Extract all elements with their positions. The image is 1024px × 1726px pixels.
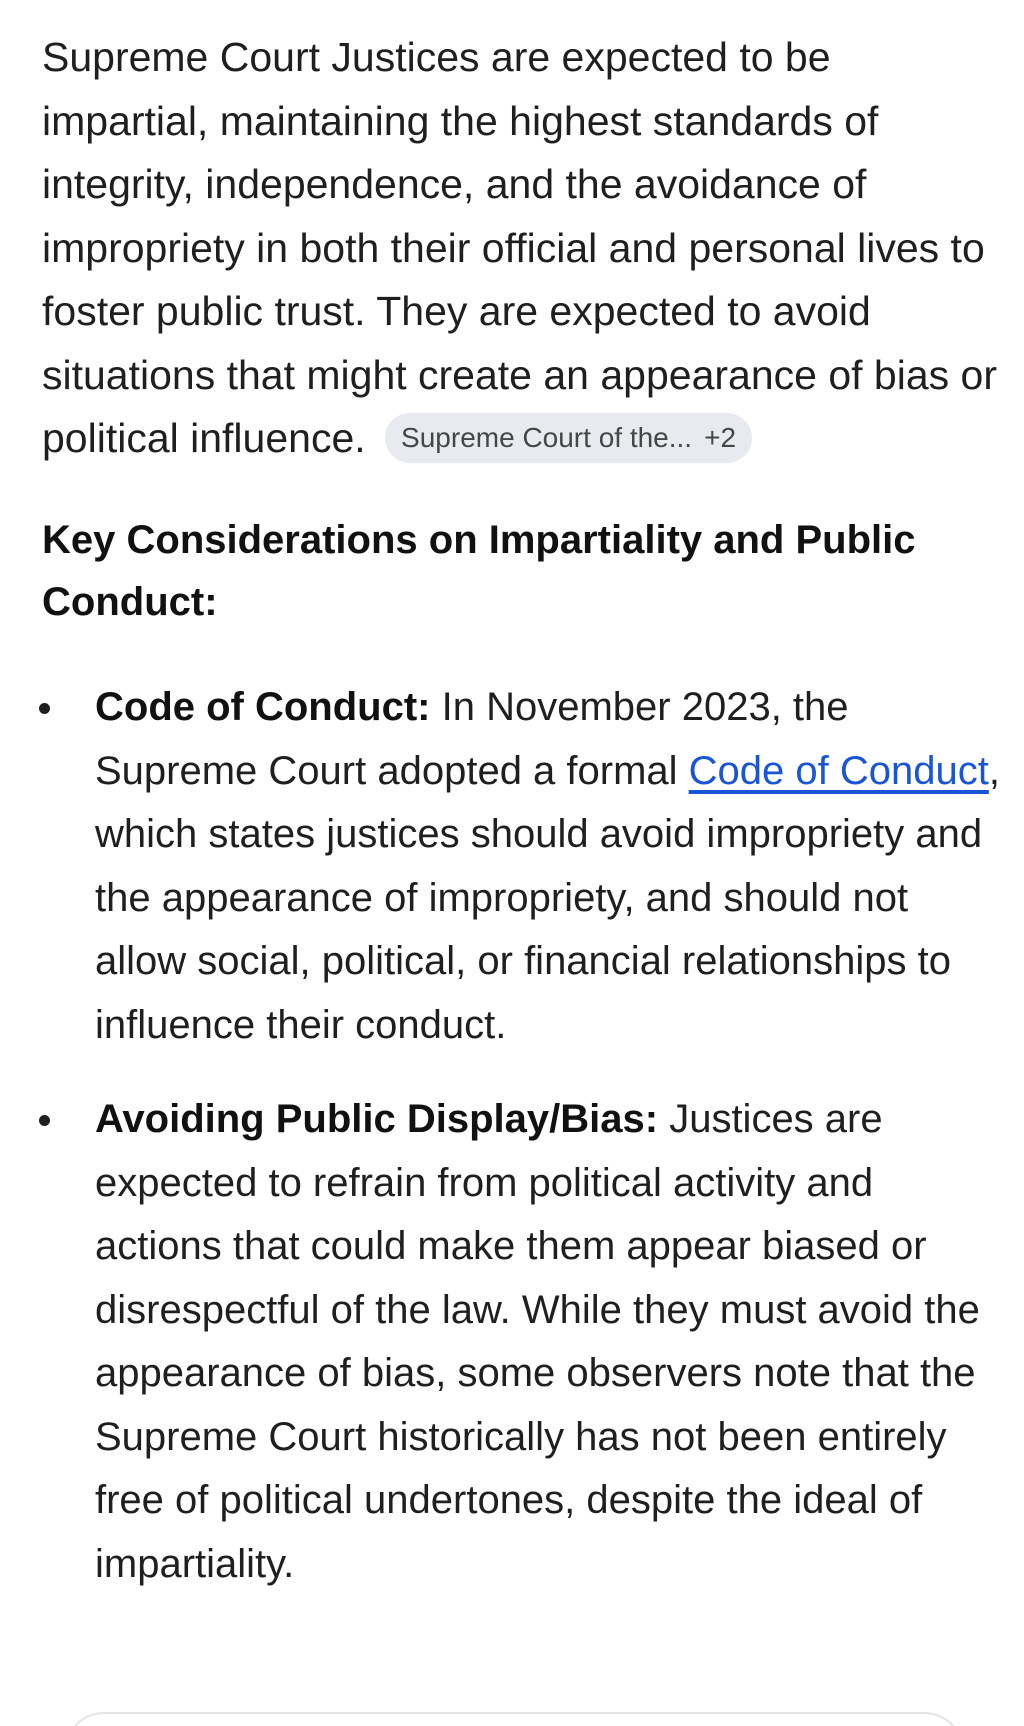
item-text: , which states justices should avoid impropriety and the appearance of impropriety, and should not allow social, political, or financial relationships to influence their conduct. (95, 748, 1000, 1047)
source-chip-label: Supreme Court of the... (401, 422, 693, 454)
intro-text: Supreme Court Justices are expected to be impartial, maintaining the highest standards of integrity, independence, and the avoidance of impropriety in both their official and personal lives to foster public trust. They are expected to avoid situations that might create an appearance of bias or political influence. (42, 34, 997, 461)
item-title: Code of Conduct: (95, 685, 431, 729)
list-item-code-of-conduct (0, 676, 1024, 1057)
item-title: Avoiding Public Display/Bias: (95, 1097, 659, 1141)
considerations-list (0, 676, 1024, 1627)
bullet-dot (39, 703, 50, 714)
list-item-avoiding-bias (0, 1088, 1024, 1596)
item-text: Justices are expected to refrain from political activity and actions that could make them appear biased or disrespectful of the law. While they must avoid the appearance of bias, some observers note that the Supreme Court historically has not been entirely free of political undertones, despite the ideal of impartiality. (95, 1097, 980, 1586)
item-text: In November 2023, the Supreme Court adopted a formal (95, 685, 849, 793)
next-card (64, 1712, 964, 1726)
bullet-dot (39, 1115, 50, 1126)
source-chip-count: +2 (704, 422, 737, 454)
intro-paragraph (42, 26, 1002, 471)
section-heading: Key Considerations on Impartiality and Public Conduct: (42, 518, 916, 624)
code-of-conduct-link[interactable]: Code of Conduct (688, 748, 989, 793)
source-chip[interactable] (385, 413, 752, 463)
